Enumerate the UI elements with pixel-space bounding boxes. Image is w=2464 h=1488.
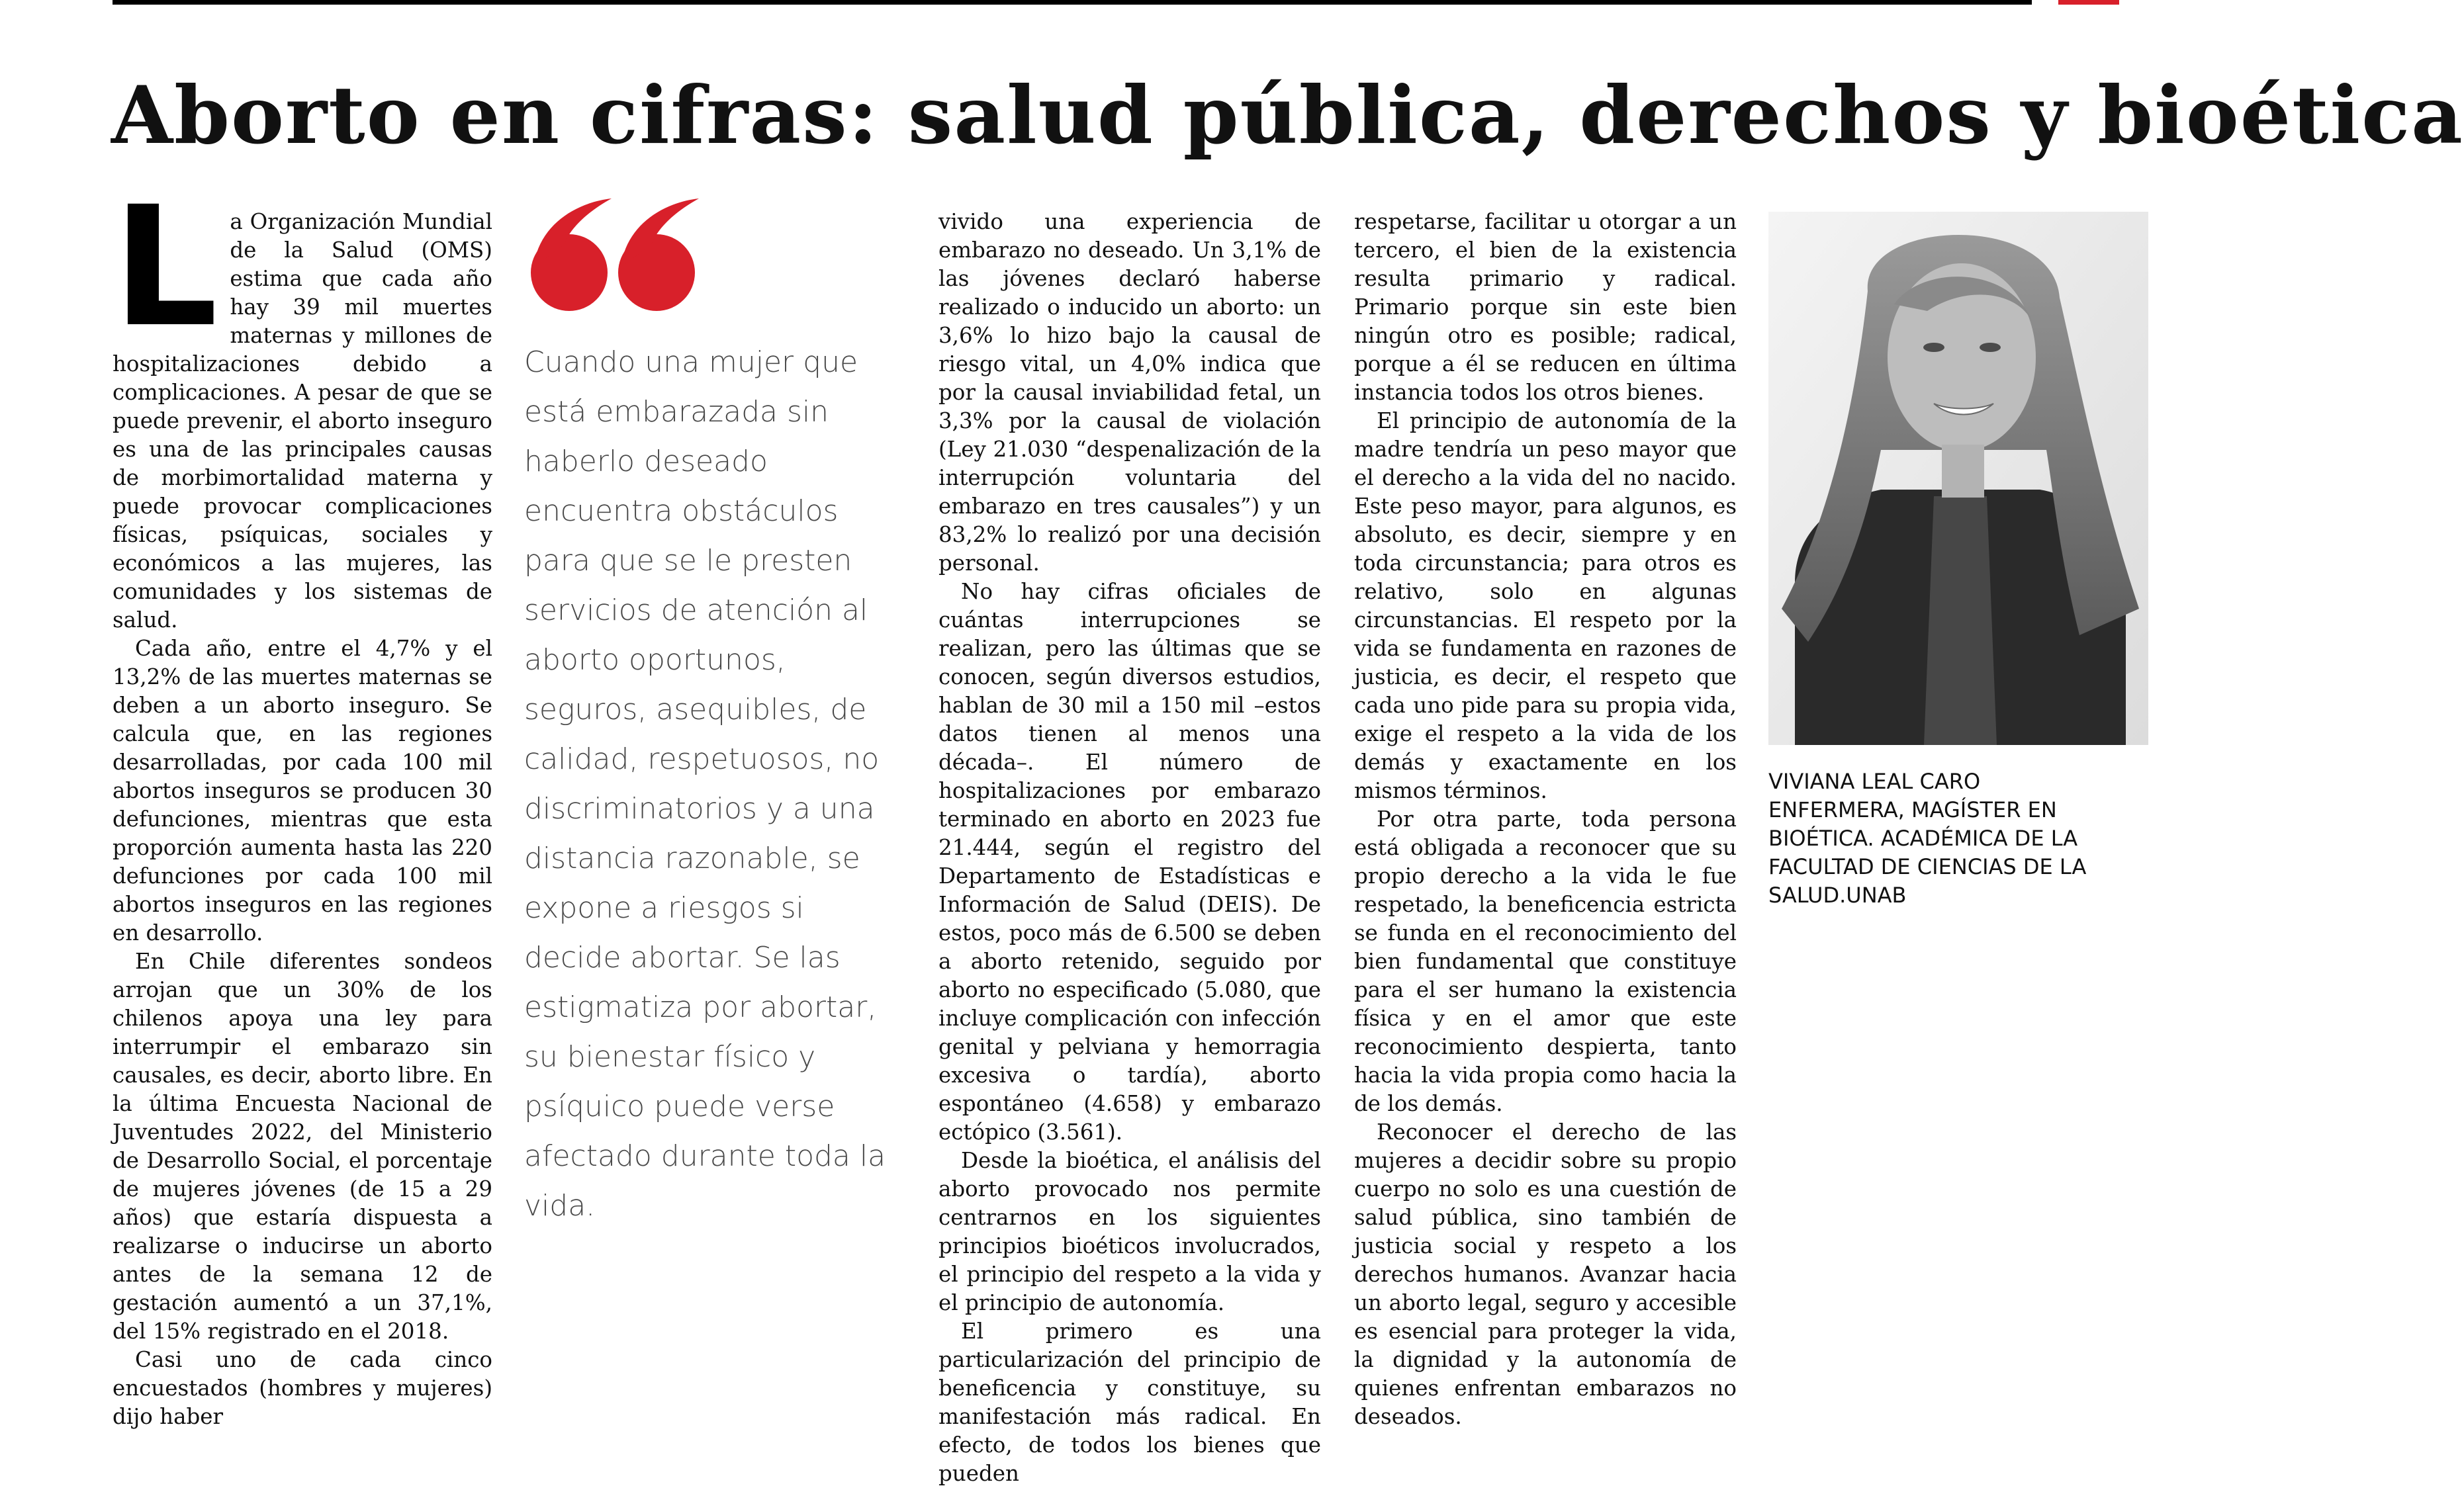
pull-quote [524,198,908,1231]
paragraph: Reconocer el derecho de las mujeres a decidir sobre su propio cuerpo no solo es una cuestión de salud pública, sino también de justicia social y respeto a los derechos humanos. Avanzar hacia un aborto legal, seguro y accesible es esencial para proteger la vida, la dignidad y la autonomía de quienes enfrentan embarazos no deseados. [1354,1119,1737,1429]
paragraph: Desde la bioética, el análisis del aborto provocado nos permite centrarnos en los siguientes principios bioéticos involucrados, el principio del respeto a la vida y el principio de autonomía. [938,1148,1321,1315]
paragraph: No hay cifras oficiales de cuántas interrupciones se realizan, pero las últimas que se conocen, según diversos estudios, hablan de 30 mil a 150 mil –estos datos tienen al menos una década–. El número de hospitalizaciones por embarazo terminado en aborto en 2023 fue 21.444, según el registro del Departamento de Estadísticas e Información de Salud (DEIS). De estos, poco más de 6.500 se deben a aborto retenido, seguido por aborto no especificado (5.080, que incluye complicación con infección genital y pelviana y hemorragia excesiva o tardía), aborto espontáneo (4.658) y embarazo ectópico (3.561). [938,579,1321,1145]
paragraph: Casi uno de cada cinco encuestados (hombres y mujeres) dijo haber [113,1347,492,1429]
paragraph: vivido una experiencia de embarazo no deseado. Un 3,1% de las jóvenes declaró haberse realizado o inducido un aborto: un 3,6% lo hizo bajo la causal de riesgo vital, un 4,0% indica que por la causal inviabilidad fetal, un 3,3% por la causal de violación (Ley 21.030 “despenalización de la interrupción voluntaria del embarazo en tres causales”) y un 83,2% lo realizó por una decisión personal. [938,209,1321,576]
drop-cap: L [113,171,218,363]
author-credentials: ENFERMERA, MAGÍSTER EN BIOÉTICA. ACADÉMICA DE LA FACULTAD DE CIENCIAS DE LA SALUD.UNAB [1768,797,2087,908]
column-1 [113,171,492,1429]
column-4 [1354,208,1737,1429]
paragraph: Cada año, entre el 4,7% y el 13,2% de las muertes maternas se deben a un aborto inseguro. Se calcula que, en las regiones desarrolladas, por cada 100 mil abortos inseguros se producen 30 defunciones, mientras que esta proporción aumenta hasta las 220 defunciones por cada 100 mil abortos inseguros en las regiones en desarrollo. [113,636,492,945]
paragraph: En Chile diferentes sondeos arrojan que un 30% de los chilenos apoya una ley para interrumpir el embarazo sin causales, es decir, aborto libre. En la última Encuesta Nacional de Juventudes 2022, del Ministerio de Desarrollo Social, el porcentaje de mujeres jóvenes (de 15 a 29 años) que estaría dispuesta a realizarse o inducirse un aborto antes de la semana 12 de gestación aumentó a un 37,1%, del 15% registrado en el 2018. [113,949,492,1344]
paragraph: Por otra parte, toda persona está obligada a reconocer que su propio derecho a la vida le fue respetado, la beneficencia estricta se funda en el reconocimiento del bien fundamental que constituye para el ser humano la existencia física y en el amor que este reconocimiento despierta, tanto hacia la vida propia como hacia la de los demás. [1354,807,1737,1116]
paragraph: respetarse, facilitar u otorgar a un tercero, el bien de la existencia resulta primario y radical. Primario porque sin este bien ningún otro es posible; radical, porque a él se reducen en última instancia todos los otros bienes. [1354,209,1737,405]
paragraph-text: a Organización Mundial de la Salud (OMS) estima que cada año hay 39 mil muertes maternas y millones de hospitalizaciones debido a complicaciones. A pesar de que se puede prevenir, el aborto inseguro es una de las principales causas de morbimortalidad materna y puede provocar complicaciones físicas, psíquicas, sociales y económicos a las mujeres, las comunidades y los sistemas de salud. [113,209,492,633]
top-rule-accent [2058,0,2119,5]
paragraph: El principio de autonomía de la madre tendría un peso mayor que el derecho a la vida del no nacido. Este peso mayor, para algunos, es absoluto, es decir, siempre y en toda circunstancia; para otros es relativo, solo en algunas circunstancias. El respeto por la vida se fundamenta en razones de justicia, es decir, el respeto que cada uno pide para su propia vida, exige el respeto a la vida de los demás y exactamente en los mismos términos. [1354,408,1737,803]
quote-mark-icon [524,198,702,312]
paragraph: El primero es una particularización del principio de beneficencia y constituye, su manifestación más radical. En efecto, de todos los bienes que pueden [938,1319,1321,1486]
column-3 [938,208,1321,1486]
author-caption [1768,767,2152,910]
top-rule [113,0,2032,5]
author-photo [1768,212,2148,745]
headline: Aborto en cifras: salud pública, derechos y bioética [111,69,2464,162]
paragraph [113,171,492,635]
author-name: VIVIANA LEAL CARO [1768,769,1981,794]
pull-quote-text: Cuando una mujer que está embarazada sin haberlo deseado encuentra obstáculos para que se le presten servicios de atención al aborto oportunos, seguros, asequibles, de calidad, respetuosos, no discriminatorios y a una distancia razonable, se expone a riesgos si decide abortar. Se las estigmatiza por abortar, su bienestar físico y psíquico puede verse afectado durante toda la vida. [524,345,886,1223]
